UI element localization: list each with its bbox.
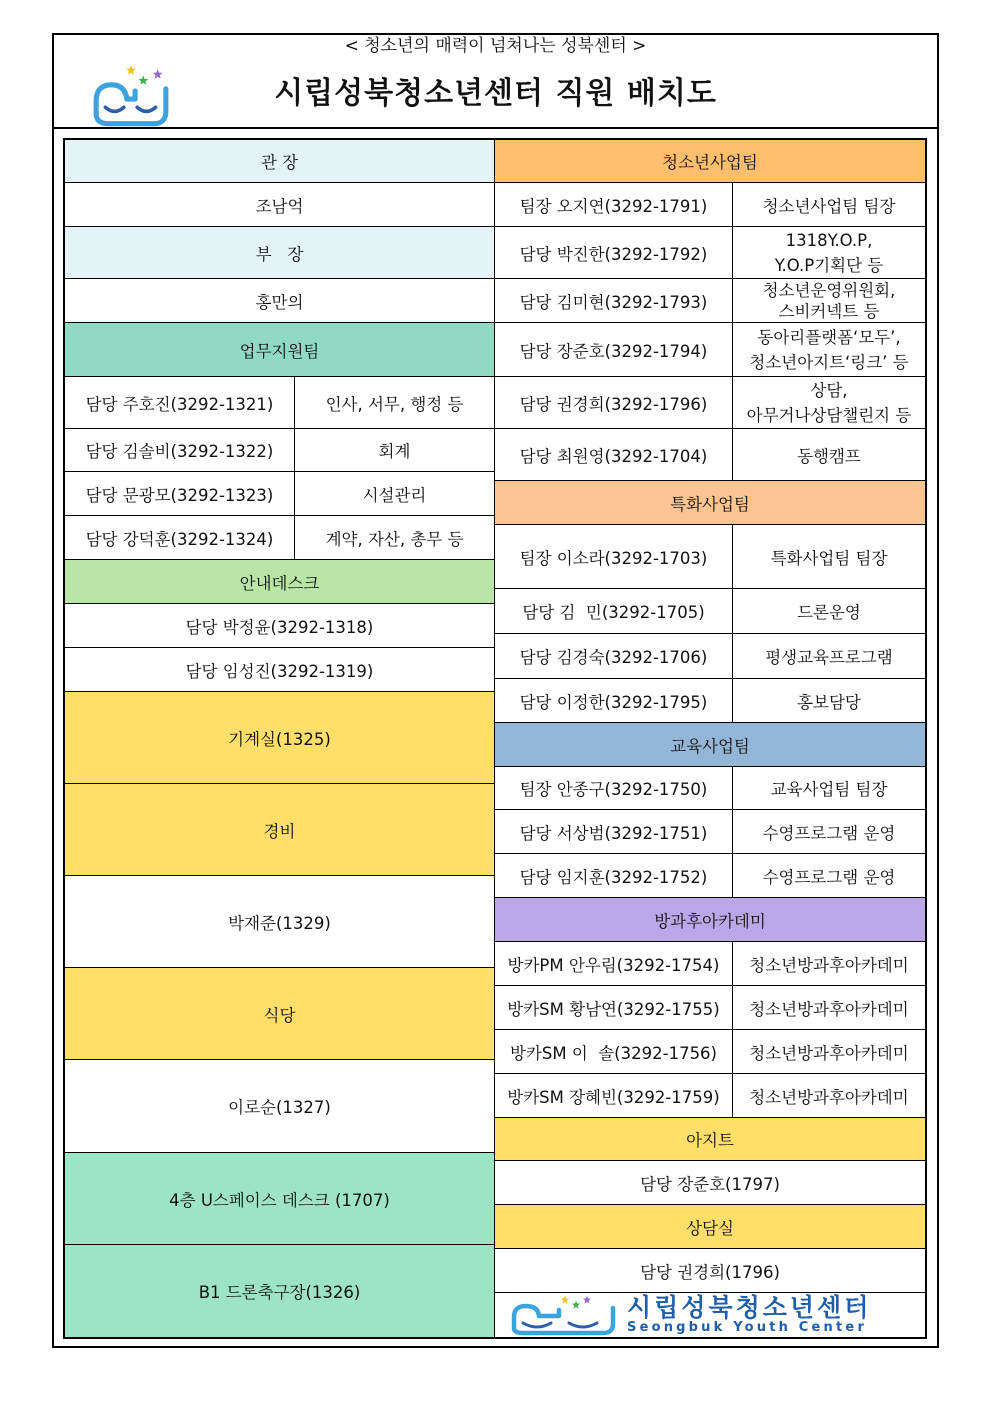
logo-text <box>627 1295 871 1335</box>
staff-duty: 청소년방과후아카데미 <box>749 1087 909 1107</box>
staff-name: 담당 김경숙(3292-1706) <box>495 634 733 678</box>
table-row <box>495 323 925 377</box>
security-staff: 박재준(1329) <box>65 876 494 968</box>
youth-team-header: 청소년사업팀 <box>495 140 925 183</box>
slogan: < 청소년의 매력이 넘쳐나는 성북센터 > <box>344 36 647 56</box>
staff-layout-table <box>63 138 927 1339</box>
security-header: 경비 <box>65 784 494 876</box>
deputy-header: 부 장 <box>65 227 494 279</box>
star-icon <box>572 1301 580 1309</box>
staff-name: 방카PM 안우림(3292-1754) <box>495 942 733 985</box>
footer-logo <box>495 1293 925 1337</box>
staff-duty: 시설관리 <box>362 485 427 505</box>
table-row <box>495 854 925 898</box>
table-row <box>65 377 494 429</box>
staff-name: 방카SM 장혜빈(3292-1759) <box>495 1074 733 1117</box>
staff-duty: 청소년사업팀 팀장 <box>762 196 896 216</box>
table-row <box>495 183 925 227</box>
staff-name: 담당 최원영(3292-1704) <box>495 429 733 480</box>
staff-name: 담당 이정한(3292-1795) <box>495 679 733 722</box>
director-header: 관 장 <box>65 140 494 183</box>
after-school-header: 방과후아카데미 <box>495 898 925 942</box>
education-team-header: 교육사업팀 <box>495 723 925 767</box>
page-title: 시립성북청소년센터 직원 배치도 <box>274 76 717 111</box>
table-row <box>495 429 925 481</box>
staff-duty: 동아리플랫폼‘모두’, 청소년아지트‘링크’ 등 <box>749 327 909 372</box>
table-row <box>495 634 925 679</box>
logo-korean-text: 시립성북청소년센터 <box>627 1293 872 1322</box>
staff-duty: 상담, 아무거나상담챌린지 등 <box>746 380 912 425</box>
staff-duty: 1318Y.O.P, Y.O.P기획단 등 <box>774 230 884 275</box>
agit-header: 아지트 <box>495 1118 925 1161</box>
staff-name: 방카SM 이 솔(3292-1756) <box>495 1030 733 1073</box>
info-desk-staff: 담당 임성진(3292-1319) <box>65 648 494 692</box>
table-row <box>65 429 494 472</box>
staff-duty: 인사, 서무, 행정 등 <box>325 394 464 414</box>
cafeteria-staff: 이로순(1327) <box>65 1060 494 1153</box>
u-space-desk: 4층 U스페이스 데스크 (1707) <box>65 1153 494 1245</box>
table-row <box>495 1074 925 1118</box>
table-row <box>65 516 494 560</box>
deputy-name: 홍만의 <box>65 279 494 323</box>
staff-duty: 청소년방과후아카데미 <box>749 999 909 1019</box>
staff-duty: 동행캠프 <box>797 446 861 466</box>
staff-name: 팀장 오지연(3292-1791) <box>495 183 733 226</box>
table-row <box>495 589 925 634</box>
star-icon <box>126 65 136 74</box>
info-desk-staff: 담당 박정윤(3292-1318) <box>65 604 494 648</box>
table-row <box>495 986 925 1030</box>
staff-duty: 평생교육프로그램 <box>765 648 893 667</box>
director-name: 조남억 <box>65 183 494 227</box>
staff-name: 팀장 안종구(3292-1750) <box>495 767 733 809</box>
table-row <box>495 942 925 986</box>
table-row <box>65 472 494 516</box>
right-column <box>495 140 925 1337</box>
staff-duty: 특화사업팀 팀장 <box>770 548 888 568</box>
header-divider <box>52 127 939 129</box>
table-row <box>495 1030 925 1074</box>
table-row <box>495 679 925 723</box>
support-team-header: 업무지원팀 <box>65 323 494 377</box>
table-row <box>495 377 925 429</box>
star-icon <box>583 1296 591 1304</box>
staff-name: 담당 김 민(3292-1705) <box>495 589 733 633</box>
table-row <box>495 525 925 589</box>
table-row <box>495 810 925 854</box>
staff-name: 담당 문광모(3292-1323) <box>65 472 295 515</box>
special-team-header: 특화사업팀 <box>495 481 925 525</box>
info-desk-header: 안내데스크 <box>65 560 494 604</box>
staff-name: 담당 김솔비(3292-1322) <box>65 429 295 471</box>
staff-duty: 청소년방과후아카데미 <box>749 1043 909 1063</box>
center-logo-icon <box>509 1294 619 1336</box>
machine-room: 기계실(1325) <box>65 692 494 784</box>
star-icon <box>138 76 148 85</box>
staff-duty: 수영프로그램 운영 <box>762 867 896 887</box>
staff-duty: 수영프로그램 운영 <box>762 823 896 843</box>
table-row <box>495 767 925 810</box>
counseling-staff: 담당 권경희(1796) <box>495 1249 925 1293</box>
staff-name: 담당 장준호(3292-1794) <box>495 323 733 376</box>
staff-name: 담당 임지훈(3292-1752) <box>495 854 733 897</box>
staff-name: 담당 김미현(3292-1793) <box>495 279 733 322</box>
staff-name: 담당 서상범(3292-1751) <box>495 810 733 853</box>
staff-duty: 교육사업팀 팀장 <box>770 780 888 799</box>
center-logo-icon <box>90 62 172 128</box>
staff-duty: 드론운영 <box>797 603 861 622</box>
drone-soccer-field: B1 드론축구장(1326) <box>65 1245 494 1337</box>
staff-name: 담당 박진한(3292-1792) <box>495 227 733 278</box>
staff-name: 담당 권경희(3292-1796) <box>495 377 733 428</box>
cafeteria-header: 식당 <box>65 968 494 1060</box>
table-row <box>495 279 925 323</box>
staff-duty: 홍보담당 <box>797 692 861 712</box>
staff-name: 담당 주호진(3292-1321) <box>65 377 295 428</box>
counseling-header: 상담실 <box>495 1205 925 1249</box>
table-row <box>495 227 925 279</box>
star-icon <box>153 69 163 78</box>
staff-duty: 계약, 자산, 총무 등 <box>325 529 464 549</box>
staff-name: 팀장 이소라(3292-1703) <box>495 525 733 588</box>
staff-duty: 회계 <box>378 442 411 461</box>
agit-staff: 담당 장준호(1797) <box>495 1161 925 1205</box>
staff-duty: 청소년운영위원회, 스비커넥트 등 <box>762 280 896 321</box>
logo-english-text: Seongbuk Youth Center <box>627 1320 868 1335</box>
staff-duty: 청소년방과후아카데미 <box>749 955 909 975</box>
staff-name: 방카SM 황남연(3292-1755) <box>495 986 733 1029</box>
left-column <box>65 140 495 1337</box>
star-icon <box>561 1296 569 1304</box>
staff-name: 담당 강덕훈(3292-1324) <box>65 516 295 559</box>
